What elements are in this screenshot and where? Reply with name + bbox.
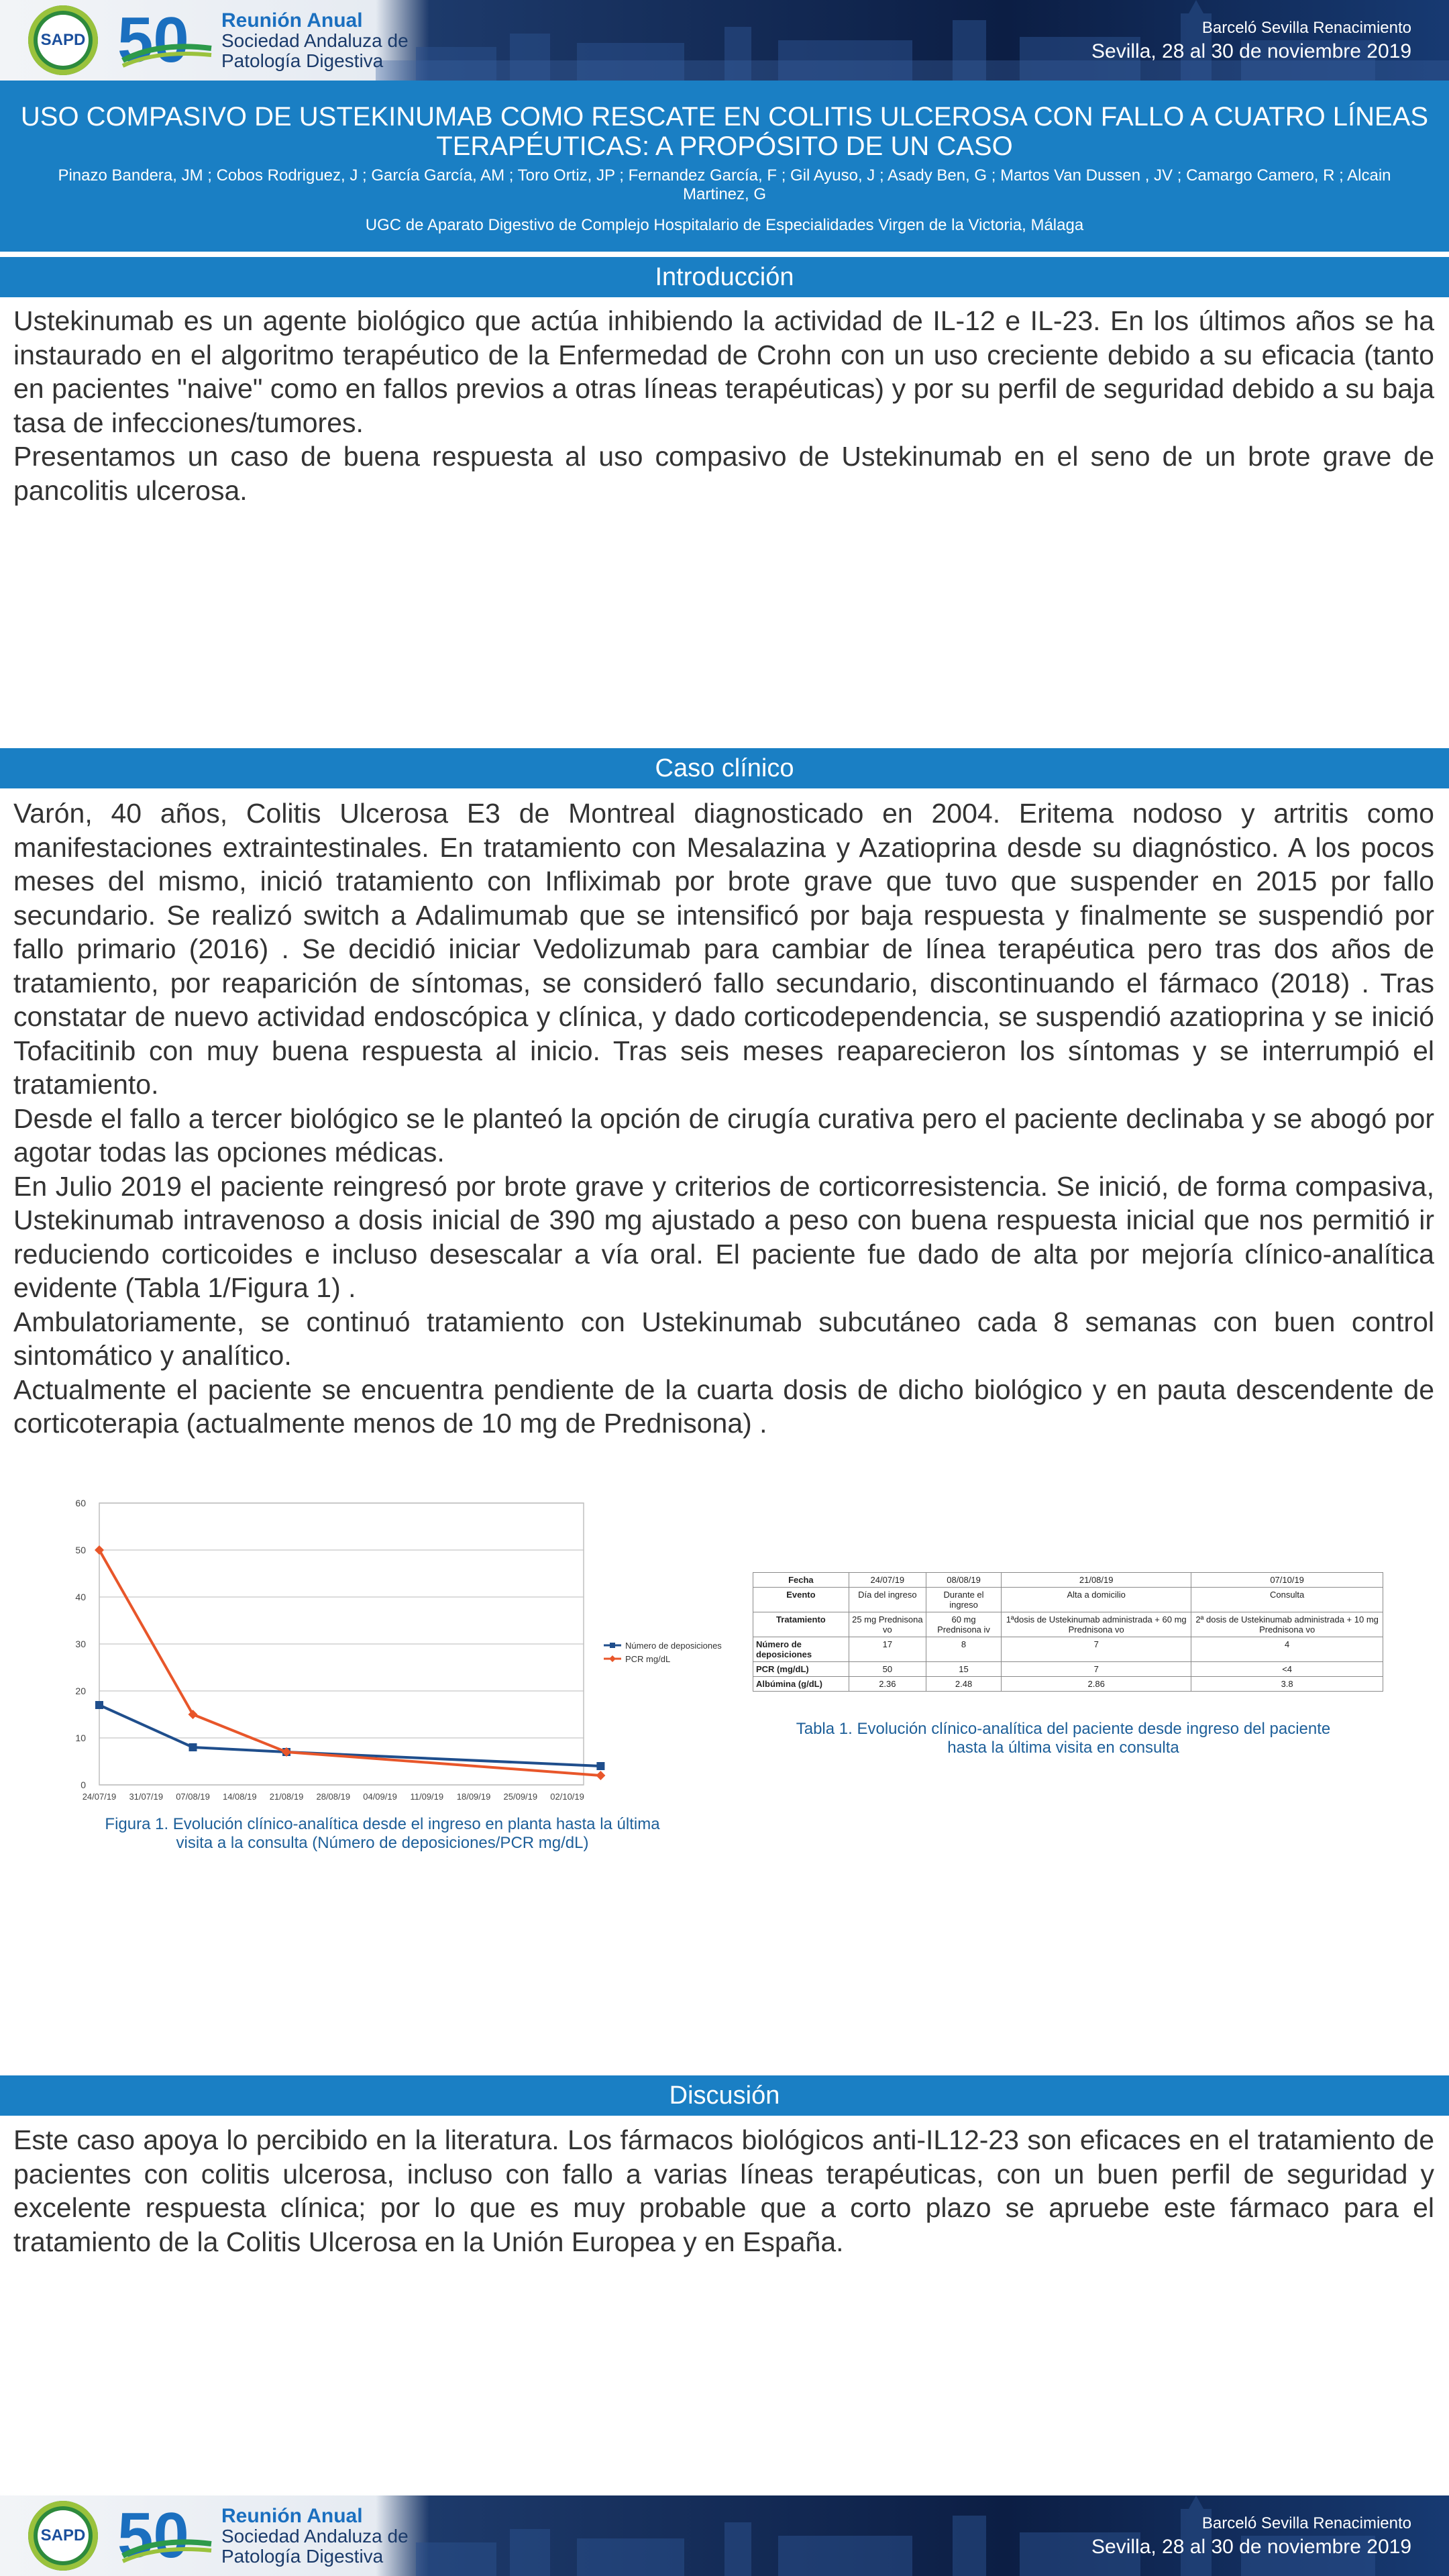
y-tick-label: 10 <box>75 1733 86 1743</box>
section-header-discussion: Discusión <box>0 2075 1449 2116</box>
table-cell: 2.48 <box>926 1677 1001 1692</box>
y-tick-label: 0 <box>80 1780 86 1790</box>
x-tick-label: 24/07/19 <box>82 1792 117 1802</box>
sapd-logo-text: SAPD <box>40 31 86 49</box>
case-paragraph: Ambulatoriamente, se continuó tratamiento con Ustekinumab subcutáneo cada 8 semanas con buen control sintomático y analítico. <box>13 1306 1434 1371</box>
authors: Pinazo Bandera, JM ; Cobos Rodriguez, J ; García García, AM ; Toro Ortiz, JP ; Fernandez García, F ; Gil Ayuso, J ; Asady Ben, G ; Martos Van Dussen , JV ; Camargo Camero, R ; Alcain Martinez, G <box>58 166 1391 203</box>
x-tick-label: 28/08/19 <box>316 1792 351 1802</box>
x-tick-label: 31/07/19 <box>129 1792 164 1802</box>
title-block <box>0 81 1449 252</box>
legend-label: PCR mg/dL <box>625 1654 671 1664</box>
table-cell: 1ªdosis de Ustekinumab administrada + 60 mg Prednisona vo <box>1002 1612 1191 1637</box>
x-tick-label: 18/09/19 <box>456 1792 491 1802</box>
table-cell: 4 <box>1191 1637 1383 1662</box>
table-cell: 2.86 <box>1002 1677 1191 1692</box>
case-paragraph: Actualmente el paciente se encuentra pendiente de la cuarta dosis de dicho biológico y en pauta descendente de corticoterapia (actualmente menos de 10 mg de Prednisona) . <box>13 1374 1434 1439</box>
case-paragraph: En Julio 2019 el paciente reingresó por brote grave y criterios de corticorresistencia. Se inició, de forma compasiva, Ustekinumab intravenoso a dosis inicial de 390 mg ajustado a peso con buena respuesta inicial que nos permitió ir reduciendo corticoides e incluso desescalar a vía oral. El paciente fue dado de alta por mejoría clínico-analítica evidente (Tabla 1/Figura 1) . <box>13 1170 1434 1303</box>
section-header-intro: Introducción <box>0 257 1449 297</box>
table-cell: 2.36 <box>849 1677 926 1692</box>
venue-block <box>1091 2514 1411 2559</box>
table-cell: 60 mg Prednisona iv <box>926 1612 1001 1637</box>
intro-text <box>13 304 1434 507</box>
table-cell: 7 <box>1002 1662 1191 1677</box>
table-cell: 3.8 <box>1191 1677 1383 1692</box>
table-cell: 17 <box>849 1637 926 1662</box>
venue-name: Barceló Sevilla Renacimiento <box>1201 2514 1411 2532</box>
x-tick-label: 04/09/19 <box>363 1792 397 1802</box>
y-tick-label: 20 <box>75 1686 86 1696</box>
figure-1-line-chart <box>40 1483 738 1859</box>
data-point <box>95 1701 103 1709</box>
y-tick-label: 40 <box>75 1592 86 1602</box>
table-row <box>753 1612 1383 1637</box>
brand-line-1: Reunión Anual <box>221 2505 363 2527</box>
table-header-cell: 07/10/19 <box>1191 1573 1383 1588</box>
data-point <box>189 1743 197 1751</box>
data-point <box>596 1762 604 1770</box>
table-row <box>753 1637 1383 1662</box>
data-point <box>596 1771 605 1780</box>
event-dates: Sevilla, 28 al 30 de noviembre 2019 <box>1091 2536 1411 2558</box>
table-cell: Día del ingreso <box>849 1588 926 1612</box>
table-cell: 7 <box>1002 1637 1191 1662</box>
sapd-logo <box>28 5 98 75</box>
x-tick-label: 11/09/19 <box>410 1792 444 1802</box>
table-caption: Tabla 1. Evolución clínico-analítica del paciente desde ingreso del paciente hasta la última visita en consulta <box>796 1720 1331 1757</box>
case-paragraph: Desde el fallo a tercer biológico se le planteó la opción de cirugía curativa pero el paciente declinaba y se abogó por agotar todas las opciones médicas. <box>13 1102 1434 1168</box>
legend-marker <box>609 1655 616 1662</box>
institution: UGC de Aparato Digestivo de Complejo Hospitalario de Especialidades Virgen de la Victoria, Málaga <box>365 216 1084 234</box>
brand-line-2: Sociedad Andaluza de <box>221 2526 409 2546</box>
poster-title: USO COMPASIVO DE USTEKINUMAB COMO RESCATE EN COLITIS ULCEROSA CON FALLO A CUATRO LÍNEAS TERAPÉUTICAS: A PROPÓSITO DE UN CASO <box>20 102 1429 161</box>
table-cell: 2ª dosis de Ustekinumab administrada + 10 mg Prednisona vo <box>1191 1612 1383 1637</box>
table-header-row <box>753 1573 1383 1588</box>
table-cell: Tratamiento <box>753 1612 849 1637</box>
footer-banner <box>0 2495 1449 2576</box>
brand-line-3: Patología Digestiva <box>221 2546 384 2567</box>
table-1 <box>753 1572 1383 1692</box>
brand-block <box>221 11 409 71</box>
table-header-cell: 08/08/19 <box>926 1573 1001 1588</box>
anniversary-50-logo <box>117 2504 218 2568</box>
legend-marker <box>610 1643 615 1648</box>
intro-paragraph: Presentamos un caso de buena respuesta al uso compasivo de Ustekinumab en el seno de un brote grave de pancolitis ulcerosa. <box>13 441 1434 506</box>
sapd-logo-text: SAPD <box>40 2526 86 2544</box>
anniversary-number: 50 <box>117 8 189 72</box>
table-row <box>753 1588 1383 1612</box>
table-cell: PCR (mg/dL) <box>753 1662 849 1677</box>
table-row <box>753 1662 1383 1677</box>
legend-label: Número de deposiciones <box>625 1641 722 1651</box>
discussion-paragraph: Este caso apoya lo percibido en la literatura. Los fármacos biológicos anti-IL12-23 son eficaces en el tratamiento de pacientes con colitis ulcerosa, incluso con fallo a varias líneas terapéuticas, con un buen perfil de seguridad y excelente respuesta clínica; por lo que es muy probable que a corto plazo se apruebe este fármaco para el tratamiento de la Colitis Ulcerosa en la Unión Europea y en España. <box>13 2124 1434 2257</box>
discussion-text <box>13 2123 1434 2259</box>
table-cell: Consulta <box>1191 1588 1383 1612</box>
figure-caption: Figura 1. Evolución clínico-analítica desde el ingreso en planta hasta la última visita a la consulta (Número de deposiciones/PCR mg/dL) <box>105 1815 660 1852</box>
table-header-cell: 21/08/19 <box>1002 1573 1191 1588</box>
event-dates: Sevilla, 28 al 30 de noviembre 2019 <box>1091 40 1411 62</box>
series-line <box>99 1550 600 1775</box>
table-cell: 50 <box>849 1662 926 1677</box>
brand-line-1: Reunión Anual <box>221 9 363 32</box>
y-tick-label: 60 <box>75 1498 86 1508</box>
venue-name: Barceló Sevilla Renacimiento <box>1201 19 1411 37</box>
section-header-case: Caso clínico <box>0 748 1449 788</box>
x-tick-label: 07/08/19 <box>176 1792 210 1802</box>
y-tick-label: 50 <box>75 1545 86 1555</box>
x-tick-label: 21/08/19 <box>269 1792 304 1802</box>
brand-line-2: Sociedad Andaluza de <box>221 30 409 51</box>
venue-block <box>1091 19 1411 63</box>
table-header-cell: 24/07/19 <box>849 1573 926 1588</box>
brand-line-3: Patología Digestiva <box>221 50 384 71</box>
case-paragraph: Varón, 40 años, Colitis Ulcerosa E3 de Montreal diagnosticado en 2004. Eritema nodoso y artritis como manifestaciones extraintestinales. En tratamiento con Mesalazina y Azatioprina desde su diagnóstico. A los pocos meses del mismo, inició tratamiento con Infliximab por brote grave que tuvo que suspender en 2015 por fallo secundario. Se realizó switch a Adalimumab que se intensificó por baja respuesta y finalmente se suspendió por fallo primario (2016) . Se decidió iniciar Vedolizumab para cambiar de línea terapéutica pero tras dos años de tratamiento, por reaparición de síntomas, se consideró fallo secundario, discontinuando el fármaco (2018) . Tras constatar de nuevo actividad endoscópica y clínica, y dado corticodependencia, se suspendió azatioprina y se inició Tofacitinib con muy buena respuesta al inicio. Tras seis meses reaparecieron los síntomas y se interrumpió el tratamiento. <box>13 798 1434 1100</box>
table-cell: Durante el ingreso <box>926 1588 1001 1612</box>
table-cell: Número de deposiciones <box>753 1637 849 1662</box>
table-cell: Evento <box>753 1588 849 1612</box>
table-cell: 25 mg Prednisona vo <box>849 1612 926 1637</box>
intro-paragraph: Ustekinumab es un agente biológico que actúa inhibiendo la actividad de IL-12 e IL-23. En los últimos años se ha instaurado en el algoritmo terapéutico de la Enfermedad de Crohn con un uso creciente debido a su eficacia (tanto en pacientes "naive" como en fallos previos a otras líneas terapéuticas) y por su perfil de seguridad debido a su baja tasa de infecciones/tumores. <box>13 305 1434 438</box>
brand-block <box>221 2506 409 2567</box>
table-cell: Alta a domicilio <box>1002 1588 1191 1612</box>
y-tick-label: 30 <box>75 1639 86 1649</box>
x-tick-label: 02/10/19 <box>550 1792 584 1802</box>
table-cell: Albúmina (g/dL) <box>753 1677 849 1692</box>
x-tick-label: 25/09/19 <box>503 1792 538 1802</box>
table-cell: 8 <box>926 1637 1001 1662</box>
table-cell: 15 <box>926 1662 1001 1677</box>
header-banner <box>0 0 1449 81</box>
anniversary-50-logo <box>117 8 218 72</box>
x-tick-label: 14/08/19 <box>222 1792 257 1802</box>
table-header-cell: Fecha <box>753 1573 849 1588</box>
anniversary-number: 50 <box>117 2504 189 2568</box>
case-text <box>13 796 1434 1441</box>
sapd-logo <box>28 2501 98 2571</box>
table-cell: <4 <box>1191 1662 1383 1677</box>
table-row <box>753 1677 1383 1692</box>
